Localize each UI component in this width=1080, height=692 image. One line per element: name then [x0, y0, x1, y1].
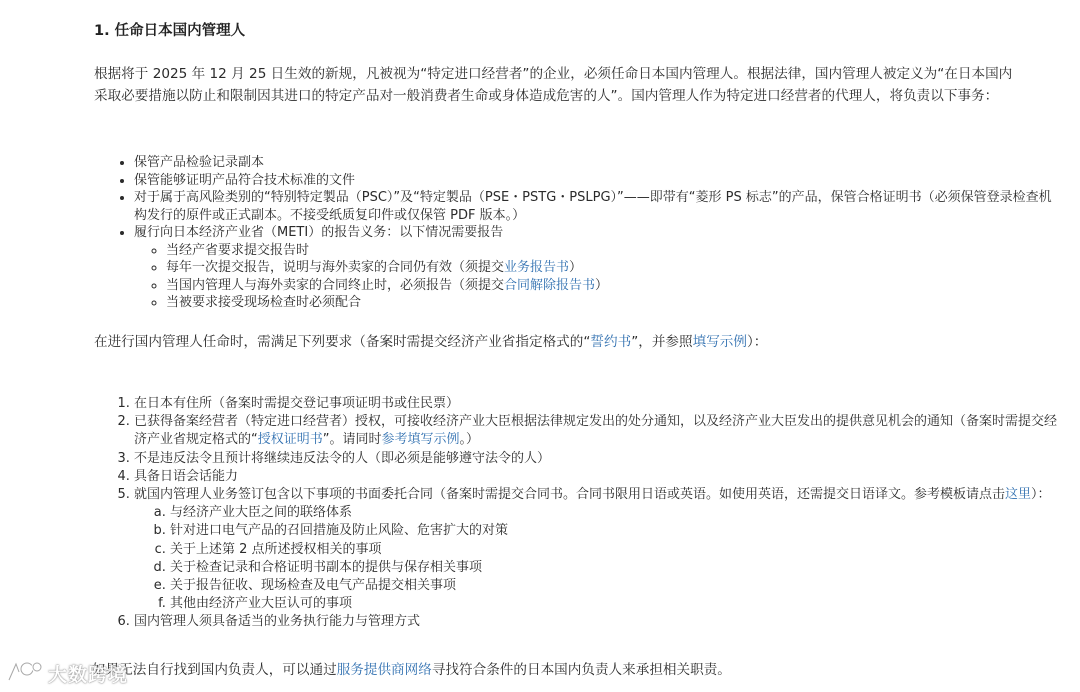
item-text: ）: [569, 260, 583, 275]
item-text: 已获得备案经营者（特定进口经营者）授权，可接收经济产业大臣根据法律规定发出的处分通知，以及经济产业大臣发出的提供意见机会的通知（备案时需提交经济产业省规定格式的“: [134, 414, 1058, 448]
list-item: ◦ 当被要求接受现场检查时必须配合: [166, 294, 1054, 312]
intro-text: 在进行国内管理人任命时，需满足下列要求（备案时需提交经济产业省指定格式的“: [94, 334, 591, 350]
list-item: [134, 413, 1064, 449]
contract-items-list: [134, 504, 1064, 613]
duties-list: [94, 154, 1054, 312]
item-text: 当国内管理人与海外卖家的合同终止时，必须报告（须提交: [166, 277, 505, 293]
list-item: 3. 不是违反法令且预计将继续违反法令的人（即必须是能够遵守法令的人）: [134, 450, 1064, 468]
intro-text: ”，并参照: [631, 334, 693, 350]
logo-mark-icon: [6, 658, 44, 688]
list-item: c. 关于上述第 2 点所述授权相关的事项: [170, 541, 1064, 559]
list-item: [166, 259, 1054, 277]
template-link[interactable]: 这里: [1005, 487, 1032, 503]
authorization-certificate-link[interactable]: 授权证明书: [257, 432, 323, 448]
requirements-list: [94, 395, 1064, 632]
intro-paragraph: 根据将于 2025 年 12 月 25 日生效的新规，凡被视为“特定进口经营者”的企业，必须任命日本国内管理人。根据法律，国内管理人被定义为“在日本国内采取必要措施以防止和限制因其进口的特定产品对一般消费者生命或身体造成危害的人”。国内管理人作为特定进口经营者的代理人，将负责以下事务：: [94, 66, 1013, 104]
list-item: 1. 在日本有住所（备案时需提交登记事项证明书或住民票）: [134, 395, 1064, 413]
item-text: 。）: [459, 432, 480, 448]
reference-example-link[interactable]: 参考填写示例: [381, 432, 460, 448]
item-text: 每年一次提交报告，说明与海外卖家的合同仍有效（须提交: [166, 260, 505, 275]
business-report-link[interactable]: 业务报告书: [504, 260, 570, 275]
service-provider-network-link[interactable]: 服务提供商网络: [336, 662, 432, 678]
item-text: ”。请同时: [322, 432, 382, 448]
list-item: • 保管能够证明产品符合技术标准的文件: [134, 172, 1054, 190]
watermark-text: 大数跨境: [48, 663, 129, 686]
list-item: e. 关于报告征收、现场检查及电气产品提交相关事项: [170, 577, 1064, 595]
list-item: b. 针对进口电气产品的召回措施及防止风险、危害扩大的对策: [170, 522, 1064, 540]
list-item: f. 其他由经济产业大臣认可的事项: [170, 595, 1064, 613]
list-item: 4. 具备日语会话能力: [134, 468, 1064, 486]
outro-paragraph: [92, 660, 731, 680]
list-item: ◦ 当经产省要求提交报告时: [166, 242, 1054, 260]
list-item: [166, 277, 1054, 295]
list-item-reporting: [134, 224, 1054, 312]
intro-text: ）：: [747, 334, 768, 350]
list-item: • 保管产品检验记录副本: [134, 154, 1054, 172]
reporting-label: 履行向日本经济产业省（METI）的报告义务：以下情况需要报告: [134, 225, 504, 240]
example-link[interactable]: 填写示例: [692, 334, 747, 350]
list-item: • 对于属于高风险类别的“特别特定製品（PSC）”及“特定製品（PSE・PSTG・PSLPG）”——即带有“菱形 PS 标志”的产品，保管合格证明书（必须保管登录检查机构发行的原件或正式副本。不接受纸质复印件或仅保管 PDF 版本。）: [134, 189, 1054, 224]
item-text: ）：: [1031, 487, 1051, 503]
contract-termination-report-link[interactable]: 合同解除报告书: [504, 277, 596, 293]
item-text: 就国内管理人业务签订包含以下事项的书面委托合同（备案时需提交合同书。合同书限用日语或英语。如使用英语，还需提交日语译文。参考模板请点击: [134, 487, 1006, 503]
pledge-document-link[interactable]: 誓约书: [590, 334, 632, 350]
reporting-sublist: [134, 242, 1054, 312]
list-item: a. 与经济产业大臣之间的联络体系: [170, 504, 1064, 522]
requirements-intro: [94, 332, 1024, 352]
section-heading: 1. 任命日本国内管理人: [94, 23, 246, 39]
outro-text: 如果无法自行找到国内负责人，可以通过: [92, 662, 337, 678]
item-text: ）: [595, 277, 609, 293]
list-item: [134, 486, 1064, 613]
list-item: 6. 国内管理人须具备适当的业务执行能力与管理方式: [134, 613, 1064, 631]
list-item: d. 关于检查记录和合格证明书副本的提供与保存相关事项: [170, 559, 1064, 577]
outro-text: 寻找符合条件的日本国内负责人来承担相关职责。: [431, 662, 731, 678]
watermark: [6, 658, 128, 688]
